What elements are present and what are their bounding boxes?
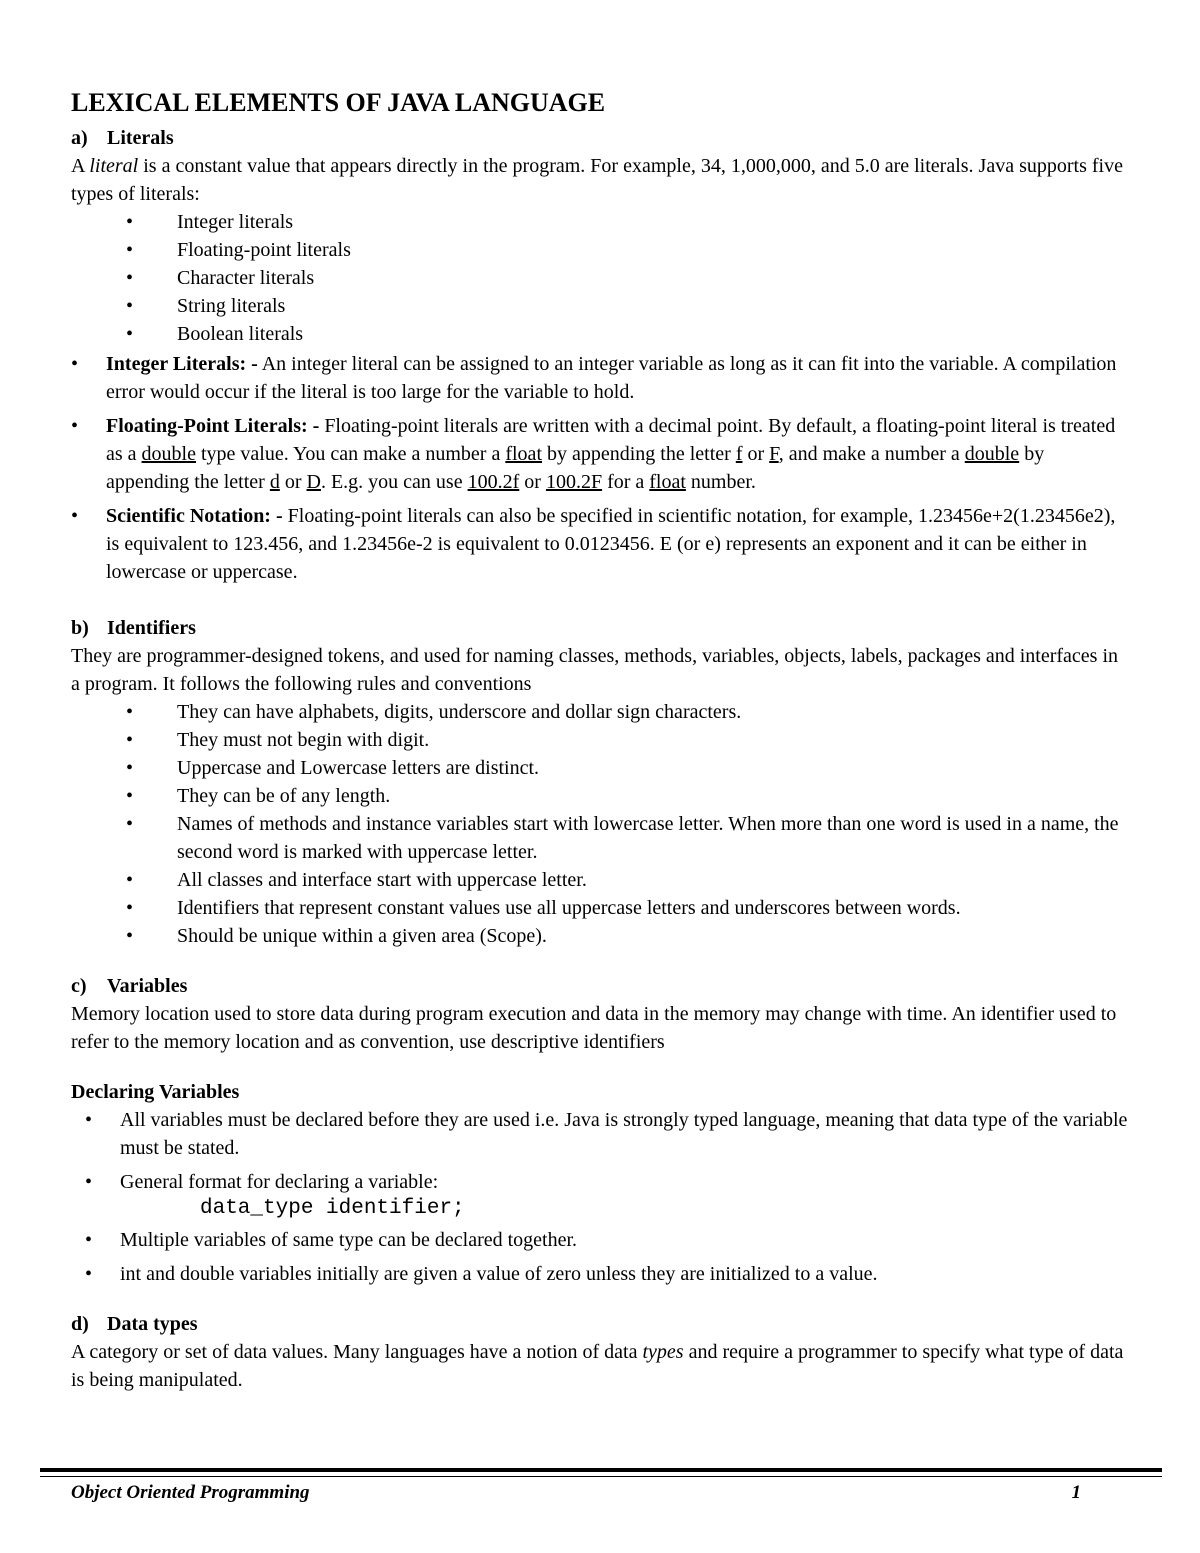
section-heading: d) Data types bbox=[71, 1313, 198, 1335]
bullet-icon: • bbox=[126, 813, 134, 835]
list-item: • Identifiers that represent constant values use all uppercase letters and underscores between words. bbox=[71, 894, 1131, 922]
literal-types-list bbox=[71, 208, 1131, 348]
section-declaring-variables bbox=[71, 1078, 1131, 1288]
list-item: • Character literals bbox=[71, 264, 1131, 292]
list-item: • Integer literals bbox=[71, 208, 1131, 236]
footer-divider-thin bbox=[40, 1476, 1162, 1477]
bullet-icon: • bbox=[85, 1171, 93, 1193]
list-item: • All classes and interface start with uppercase letter. bbox=[71, 866, 1131, 894]
section-literals bbox=[71, 124, 1131, 586]
data-types-intro: A category or set of data values. Many languages have a notion of data types and require a programmer to specify what type of data is being manipulated. bbox=[71, 1341, 1124, 1391]
literal-details-list bbox=[71, 350, 1131, 586]
bullet-icon: • bbox=[126, 239, 134, 261]
section-heading: b) Identifiers bbox=[71, 617, 196, 639]
page-content bbox=[71, 86, 1131, 1394]
bullet-icon: • bbox=[126, 295, 134, 317]
bullet-icon: • bbox=[85, 1263, 93, 1285]
list-item: • They must not begin with digit. bbox=[71, 726, 1131, 754]
bullet-icon: • bbox=[126, 729, 134, 751]
list-item: • Floating-Point Literals: - Floating-point literals are written with a decimal point. By default, a floating-point literal is treated as a double type value. You can make a number a float by appending the letter f or F, and make a number a double by appending the letter d or D. E.g. you can use 100.2f or 100.2F for a float number. bbox=[71, 412, 1131, 496]
section-data-types bbox=[71, 1310, 1131, 1394]
list-item: • They can be of any length. bbox=[71, 782, 1131, 810]
bullet-icon: • bbox=[126, 757, 134, 779]
list-item: • General format for declaring a variable: data_type identifier; bbox=[71, 1168, 1131, 1222]
page-number: 1 bbox=[1071, 1482, 1081, 1503]
bullet-icon: • bbox=[71, 353, 79, 375]
bullet-icon: • bbox=[71, 415, 79, 437]
section-heading: a) Literals bbox=[71, 127, 174, 149]
list-item: • All variables must be declared before they are used i.e. Java is strongly typed language, meaning that data type of the variable must be stated. bbox=[71, 1106, 1131, 1162]
page-footer bbox=[71, 1482, 1081, 1504]
bullet-icon: • bbox=[71, 505, 79, 527]
bullet-icon: • bbox=[126, 925, 134, 947]
list-item: • String literals bbox=[71, 292, 1131, 320]
declaring-list bbox=[71, 1106, 1131, 1288]
list-item: • Uppercase and Lowercase letters are distinct. bbox=[71, 754, 1131, 782]
list-item: • Should be unique within a given area (Scope). bbox=[71, 922, 1131, 950]
section-variables bbox=[71, 972, 1131, 1056]
list-item: • Boolean literals bbox=[71, 320, 1131, 348]
list-item: • Integer Literals: - An integer literal can be assigned to an integer variable as long as it can fit into the variable. A compilation error would occur if the literal is too large for the variable to hold. bbox=[71, 350, 1131, 406]
section-heading: Declaring Variables bbox=[71, 1081, 240, 1103]
variables-intro: Memory location used to store data during program execution and data in the memory may change with time. An identifier used to refer to the memory location and as convention, use descriptive identifiers bbox=[71, 1003, 1117, 1053]
bullet-icon: • bbox=[126, 267, 134, 289]
code-snippet: data_type identifier; bbox=[200, 1197, 465, 1220]
section-identifiers bbox=[71, 614, 1131, 950]
identifiers-intro: They are programmer-designed tokens, and used for naming classes, methods, variables, objects, labels, packages and interfaces in a program. It follows the following rules and conventions bbox=[71, 645, 1119, 695]
footer-divider bbox=[40, 1468, 1162, 1472]
list-item: • They can have alphabets, digits, underscore and dollar sign characters. bbox=[71, 698, 1131, 726]
section-heading: c) Variables bbox=[71, 975, 188, 997]
page-title: LEXICAL ELEMENTS OF JAVA LANGUAGE bbox=[71, 88, 606, 117]
literals-intro: A literal is a constant value that appears directly in the program. For example, 34, 1,000,000, and 5.0 are literals. Java supports five types of literals: bbox=[71, 155, 1123, 205]
bullet-icon: • bbox=[85, 1229, 93, 1251]
footer-course-title: Object Oriented Programming bbox=[71, 1482, 310, 1503]
list-item: • Names of methods and instance variables start with lowercase letter. When more than one word is used in a name, the second word is marked with uppercase letter. bbox=[71, 810, 1131, 866]
bullet-icon: • bbox=[85, 1109, 93, 1131]
bullet-icon: • bbox=[126, 211, 134, 233]
identifier-rules-list bbox=[71, 698, 1131, 950]
bullet-icon: • bbox=[126, 323, 134, 345]
list-item: • Multiple variables of same type can be declared together. bbox=[71, 1226, 1131, 1254]
bullet-icon: • bbox=[126, 869, 134, 891]
list-item: • Floating-point literals bbox=[71, 236, 1131, 264]
bullet-icon: • bbox=[126, 785, 134, 807]
list-item: • Scientific Notation: - Floating-point literals can also be specified in scientific notation, for example, 1.23456e+2(1.23456e2), is equivalent to 123.456, and 1.23456e-2 is equivalent to 0.0123456. E (or e) represents an exponent and it can be either in lowercase or uppercase. bbox=[71, 502, 1131, 586]
bullet-icon: • bbox=[126, 897, 134, 919]
bullet-icon: • bbox=[126, 701, 134, 723]
list-item: • int and double variables initially are given a value of zero unless they are initialized to a value. bbox=[71, 1260, 1131, 1288]
